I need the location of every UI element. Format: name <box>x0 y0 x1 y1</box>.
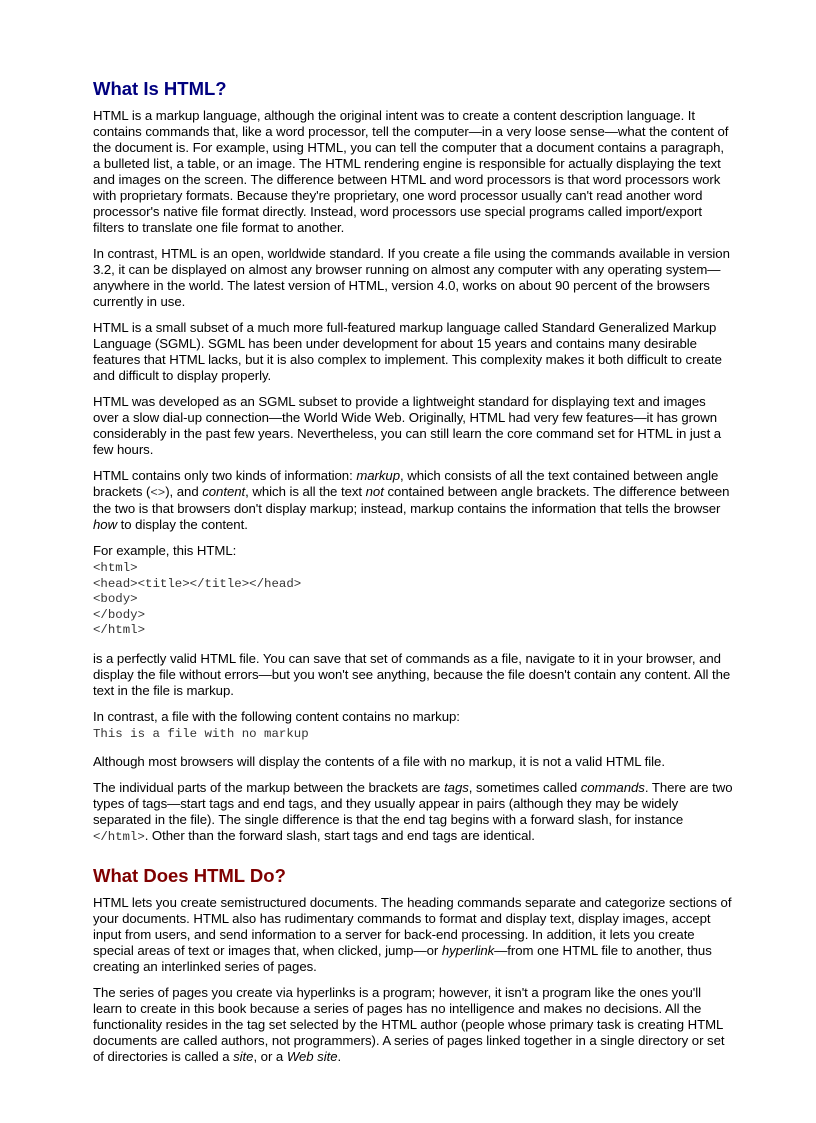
paragraph: HTML is a markup language, although the original intent was to create a content description language. It contains commands that, like a word processor, tell the computer—in a very loose sense—what the content of the document is. For example, using HTML, you can tell the computer that a document contains a paragraph, a bulleted list, a table, or an image. The HTML rendering engine is responsible for actually displaying the text and images on the screen. The difference between HTML and word processors is that word processors work with proprietary formats. Because they're proprietary, one word processor usually can't read another word processor's native file format directly. Instead, word processors use special programs called import/export filters to translate one file format to another. <box>93 108 729 235</box>
paragraph: The series of pages you create via hyperlinks is a program; however, it isn't a program like the ones you'll learn to create in this book because a series of pages has no intelligence and makes no decisions. All the functionality resides in the tag set selected by the HTML author (people whose primary task is creating HTML documents are called authors, not programmers). A series of pages linked together in a single directory or set of directories is called a site, or a Web site. <box>93 985 725 1064</box>
emphasis-content: content <box>202 484 246 499</box>
paragraph: The individual parts of the markup between the brackets are tags, sometimes called commands. There are two types of tags—start tags and end tags, and they usually appear in pairs (although they may be widely separated in the file). The single difference is that the end tag begins with a forward slash, for instance </html>. Other than the forward slash, start tags and end tags are identical. <box>93 780 733 844</box>
inline-code: </html> <box>93 830 145 844</box>
section-heading-what-does-html-do: What Does HTML Do? <box>93 865 286 886</box>
paragraph: HTML contains only two kinds of information: markup, which consists of all the text contained between angle brackets (<>), and content, which is all the text not contained between angle brackets. The difference between the two is that browsers don't display markup; instead, markup contains the information that tells the browser how to display the content. <box>93 468 730 532</box>
code-block-no-markup: This is a file with no markup <box>93 726 309 741</box>
emphasis-site: site <box>233 1049 254 1064</box>
code-block-html-example: <html> <head><title></title></head> <body> </body> </html> <box>93 561 302 637</box>
section-heading-what-is-html: What Is HTML? <box>93 78 227 99</box>
paragraph: Although most browsers will display the contents of a file with no markup, it is not a valid HTML file. <box>93 754 665 769</box>
paragraph: For example, this HTML: <box>93 543 237 558</box>
emphasis-not: not <box>365 484 384 499</box>
emphasis-tags: tags <box>444 780 469 795</box>
emphasis-markup: markup <box>356 468 401 483</box>
paragraph: HTML lets you create semistructured documents. The heading commands separate and categorize sections of your documents. HTML also has rudimentary commands to format and display text, display images, accept input from users, and send information to a server for back-end processing. In addition, it lets you create special areas of text or images that, when clicked, jump—or hyperlink—from one HTML file to another, thus creating an interlinked series of pages. <box>93 895 732 974</box>
emphasis-hyperlink: hyperlink <box>441 943 495 958</box>
document-page <box>93 78 733 1075</box>
paragraph: HTML was developed as an SGML subset to provide a lightweight standard for displaying text and images over a slow dial-up connection—the World Wide Web. Originally, HTML had very few features—it has grown considerably in the past few years. Nevertheless, you can still learn the core command set for HTML in just a few hours. <box>93 394 722 457</box>
paragraph: In contrast, HTML is an open, worldwide standard. If you create a file using the commands available in version 3.2, it can be displayed on almost any browser running on almost any computer with any operating system—anywhere in the world. The latest version of HTML, version 4.0, works on about 90 percent of the browsers currently in use. <box>93 246 730 309</box>
inline-code: <> <box>150 486 166 500</box>
emphasis-commands: commands <box>580 780 645 795</box>
paragraph: HTML is a small subset of a much more full-featured markup language called Standard Generalized Markup Language (SGML). SGML has been under development for about 15 years and contains many desirable features that HTML lacks, but it is also complex to implement. This complexity makes it both difficult to create and difficult to display properly. <box>93 320 722 383</box>
emphasis-how: how <box>93 517 118 532</box>
paragraph: is a perfectly valid HTML file. You can save that set of commands as a file, navigate to it in your browser, and display the file without errors—but you won't see anything, because the file doesn't contain any content. All the text in the file is markup. <box>93 650 731 698</box>
emphasis-web-site: Web site <box>286 1049 338 1064</box>
paragraph: In contrast, a file with the following content contains no markup: <box>93 708 460 724</box>
